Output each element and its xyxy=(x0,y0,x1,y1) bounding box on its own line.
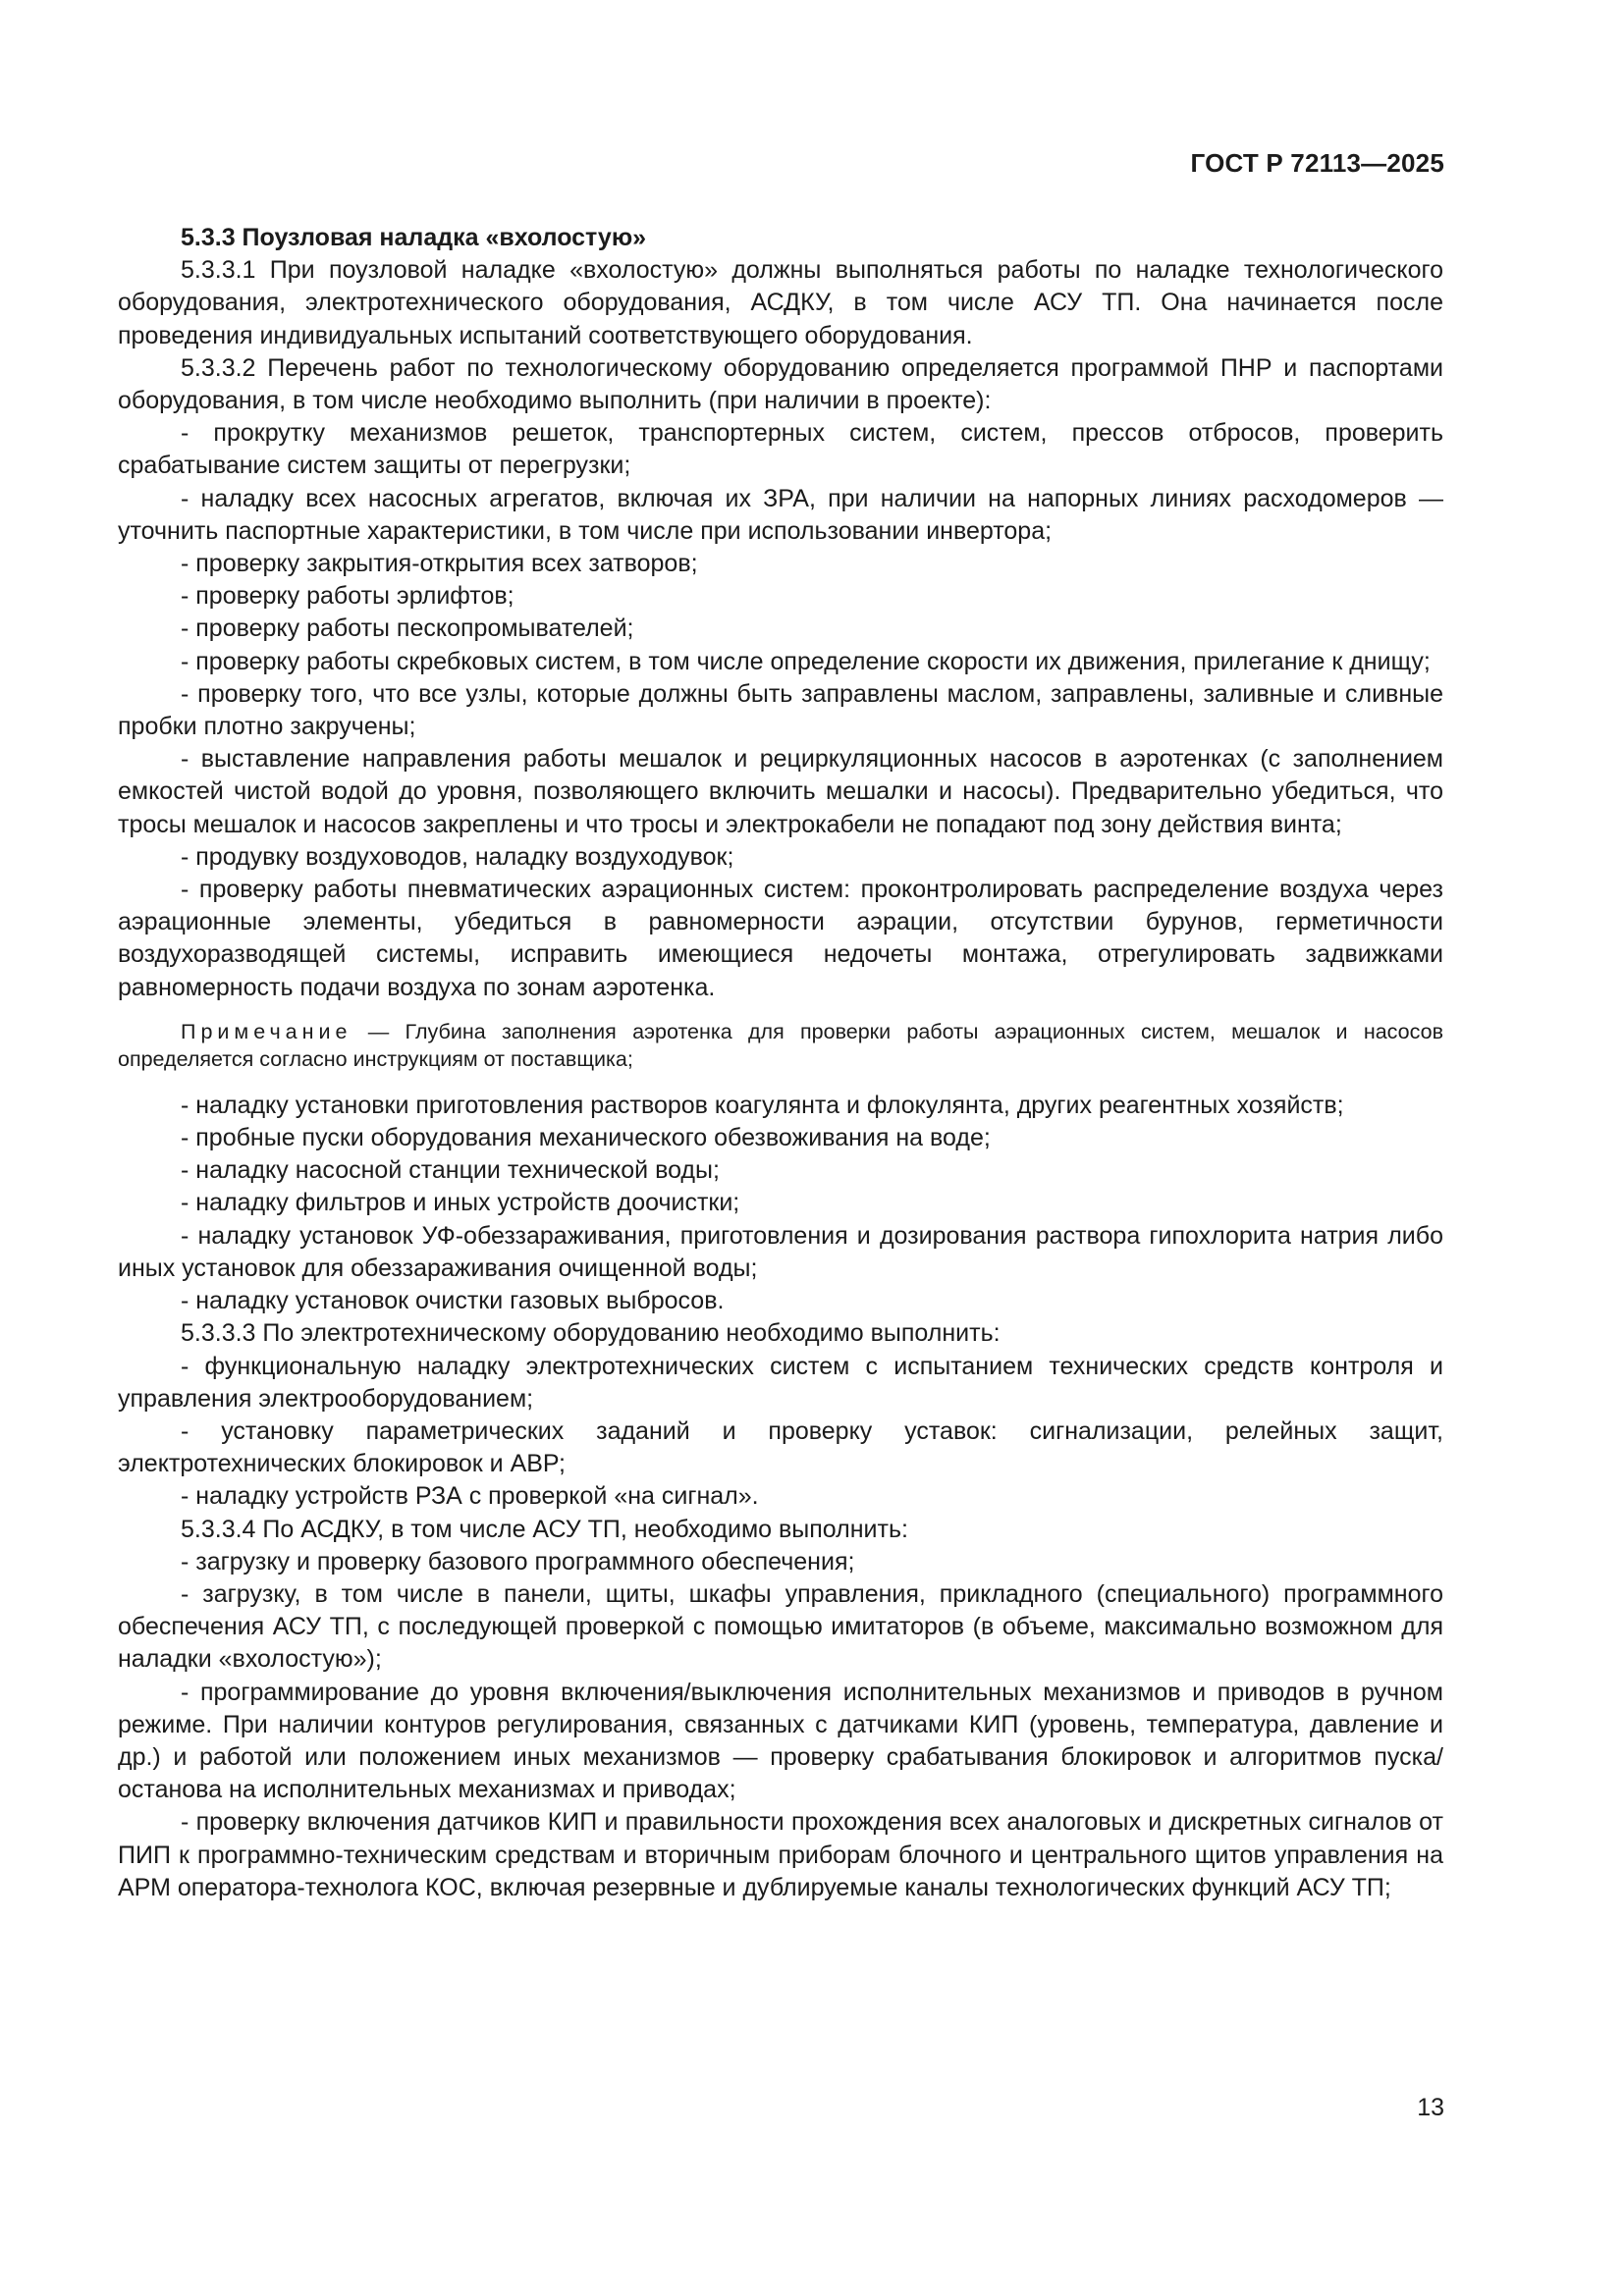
list-item: - проверку того, что все узлы, которые должны быть заправлены маслом, заправлены, заливные и сливные пробки плотно закручены; xyxy=(118,679,1443,741)
document-body xyxy=(118,222,1443,1904)
list-item: - наладку установки приготовления растворов коагулянта и флокулянта, других реагентных хозяйств; xyxy=(181,1091,1344,1119)
list-item: - наладку всех насосных агрегатов, включая их ЗРА, при наличии на напорных линиях расходомеров — уточнить паспортные характеристики, в том числе при использовании инвертора; xyxy=(118,484,1443,545)
note-label: Примечание xyxy=(181,1019,352,1043)
list-item: - наладку устройств РЗА с проверкой «на сигнал». xyxy=(181,1482,759,1511)
list-item: - установку параметрических заданий и проверку уставок: сигнализации, релейных защит, электротехнических блокировок и АВР; xyxy=(118,1416,1443,1478)
list-item: - проверку работы скребковых систем, в том числе определение скорости их движения, прилегание к днищу; xyxy=(181,647,1431,675)
paragraph: 5.3.3.3 По электротехническому оборудованию необходимо выполнить: xyxy=(181,1319,1001,1348)
list-item: - проверку закрытия-открытия всех затворов; xyxy=(181,550,698,578)
list-item: - проверку работы пневматических аэрационных систем: проконтролировать распределение воздуха через аэрационные элементы, убедиться в равномерности аэрации, отсутствии бурунов, герметичности воздухоразводящей системы, исправить имеющиеся недочеты монтажа, отрегулировать задвижками равномерность подачи воздуха по зонам аэротенка. xyxy=(118,876,1443,1001)
section-heading: 5.3.3 Поузловая наладка «вхолостую» xyxy=(181,224,647,251)
list-item: - функциональную наладку электротехнических систем с испытанием технических средств контроля и управления электрооборудованием; xyxy=(118,1352,1443,1413)
paragraph: 5.3.3.4 По АСДКУ, в том числе АСУ ТП, необходимо выполнить: xyxy=(181,1515,908,1543)
list-item: - прокрутку механизмов решеток, транспортерных систем, систем, прессов отбросов, проверить срабатывание систем защиты от перегрузки; xyxy=(118,419,1443,480)
note-text: — Глубина заполнения аэротенка для проверки работы аэрационных систем, мешалок и насосов определяется согласно инструкциям от поставщика; xyxy=(118,1019,1443,1072)
list-item: - наладку насосной станции технической воды; xyxy=(181,1156,720,1185)
list-item: - наладку установок очистки газовых выбросов. xyxy=(181,1287,725,1315)
list-item: - наладку фильтров и иных устройств доочистки; xyxy=(181,1189,740,1217)
list-item: - пробные пуски оборудования механического обезвоживания на воде; xyxy=(181,1124,991,1152)
list-item: - выставление направления работы мешалок и рециркуляционных насосов в аэротенках (с заполнением емкостей чистой водой до уровня, позволяющего включить мешалки и насосы). Предварительно убедиться, что тросы мешалок и насосов закреплены и что тросы и электрокабели не попадают под зону действия винта; xyxy=(118,745,1443,838)
list-item: - загрузку и проверку базового программного обеспечения; xyxy=(181,1547,855,1575)
list-item: - проверку работы пескопромывателей; xyxy=(181,614,634,643)
list-item: - программирование до уровня включения/выключения исполнительных механизмов и приводов в ручном режиме. При наличии контуров регулирования, связанных с датчиками КИП (уровень, температура, давление и др.) и работой или положением иных механизмов — проверку срабатывания блокировок и алгоритмов пуска/останова на исполнительных механизмах и приводах; xyxy=(118,1678,1443,1804)
list-item: - загрузку, в том числе в панели, щиты, шкафы управления, прикладного (специального) программного обеспечения АСУ ТП, с последующей проверкой с помощью имитаторов (в объеме, максимально возможном для наладки «вхолостую»); xyxy=(118,1579,1443,1674)
list-item: - проверку включения датчиков КИП и правильности прохождения всех аналоговых и дискретных сигналов от ПИП к программно-техническим средствам и вторичным приборам блочного и центрального щитов управления на АРМ оператора-технолога КОС, включая резервные и дублируемые каналы технологических функций АСУ ТП; xyxy=(118,1808,1443,1901)
paragraph: 5.3.3.2 Перечень работ по технологическому оборудованию определяется программой ПНР и паспортами оборудования, в том числе необходимо выполнить (при наличии в проекте): xyxy=(118,353,1443,415)
note xyxy=(118,1018,1443,1074)
document-id-header: ГОСТ Р 72113—2025 xyxy=(1190,148,1444,178)
list-item: - наладку установок УФ-обеззараживания, приготовления и дозирования раствора гипохлорита натрия либо иных установок для обеззараживания очищенной воды; xyxy=(118,1221,1443,1282)
list-item: - продувку воздуховодов, наладку воздуходувок; xyxy=(181,842,734,871)
list-item: - проверку работы эрлифтов; xyxy=(181,582,514,611)
paragraph: 5.3.3.1 При поузловой наладке «вхолостую» должны выполняться работы по наладке технологического оборудования, электротехнического оборудования, АСДКУ, в том числе АСУ ТП. Она начинается после проведения индивидуальных испытаний соответствующего оборудования. xyxy=(118,256,1443,349)
page-number: 13 xyxy=(1417,2094,1444,2121)
